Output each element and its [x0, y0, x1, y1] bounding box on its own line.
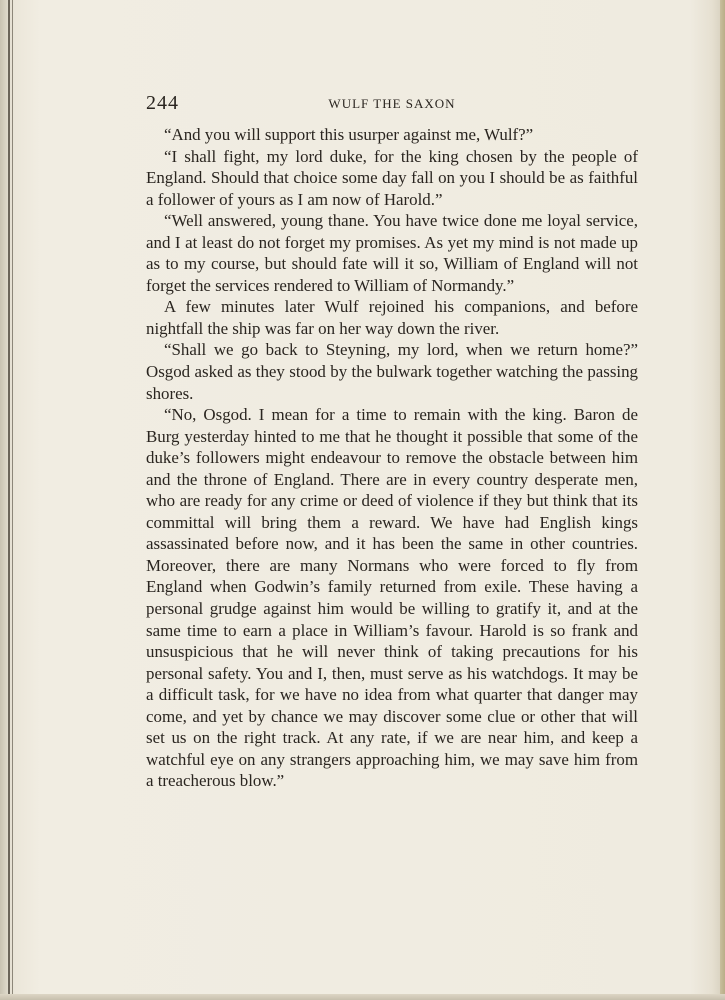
page-number: 244 [146, 92, 179, 114]
paragraph: “No, Osgod. I mean for a time to remain with the king. Baron de Burg yesterday hinted to me that he thought it possible that some of the duke’s followers might endeavour to remove the obstacle between him and the throne of England. There are in every country desperate men, who are ready for any crime or deed of violence if they but think that its committal will bring them a reward. We have had English kings assassinated before now, and it has been the same in other countries. Moreover, there are many Normans who were forced to fly from England when Godwin’s family returned from exile. These having a personal grudge against him would be willing to gratify it, and at the same time to earn a place in William’s favour. Harold is so frank and unsuspicious that he will never think of taking precautions for his personal safety. You and I, then, must serve as his watchdogs. It may be a difficult task, for we have no idea from what quarter that danger may come, and yet by chance we may discover some clue or other that will set us on the right track. At any rate, if we are near him, and keep a watchful eye on any strangers approaching him, we may save him from a treacherous blow.” [146, 405, 638, 791]
paragraph: A few minutes later Wulf rejoined his companions, and before nightfall the ship was far on her way down the river. [146, 297, 638, 338]
running-head: WULF THE SAXON [328, 96, 456, 111]
page-edge-right [720, 0, 725, 1000]
body-text [146, 124, 638, 792]
paragraph: “And you will support this usurper against me, Wulf?” [164, 125, 534, 144]
binding-line [12, 0, 13, 1000]
binding-edge [0, 0, 10, 1000]
page-edge-bottom [0, 994, 725, 1000]
paragraph: “Shall we go back to Steyning, my lord, when we return home?” Osgod asked as they stood by the bulwark together watching the passing shores. [146, 340, 638, 403]
page-header [146, 92, 638, 116]
paragraph: “I shall fight, my lord duke, for the king chosen by the people of England. Should that choice some day fall on you I should be as faithful a follower of yours as I am now of Harold.” [146, 146, 638, 209]
paragraph: “Well answered, young thane. You have twice done me loyal service, and I at least do not forget my promises. As yet my mind is not made up as to my course, but should fate will it so, William of England will not forget the services rendered to William of Normandy.” [146, 211, 638, 295]
